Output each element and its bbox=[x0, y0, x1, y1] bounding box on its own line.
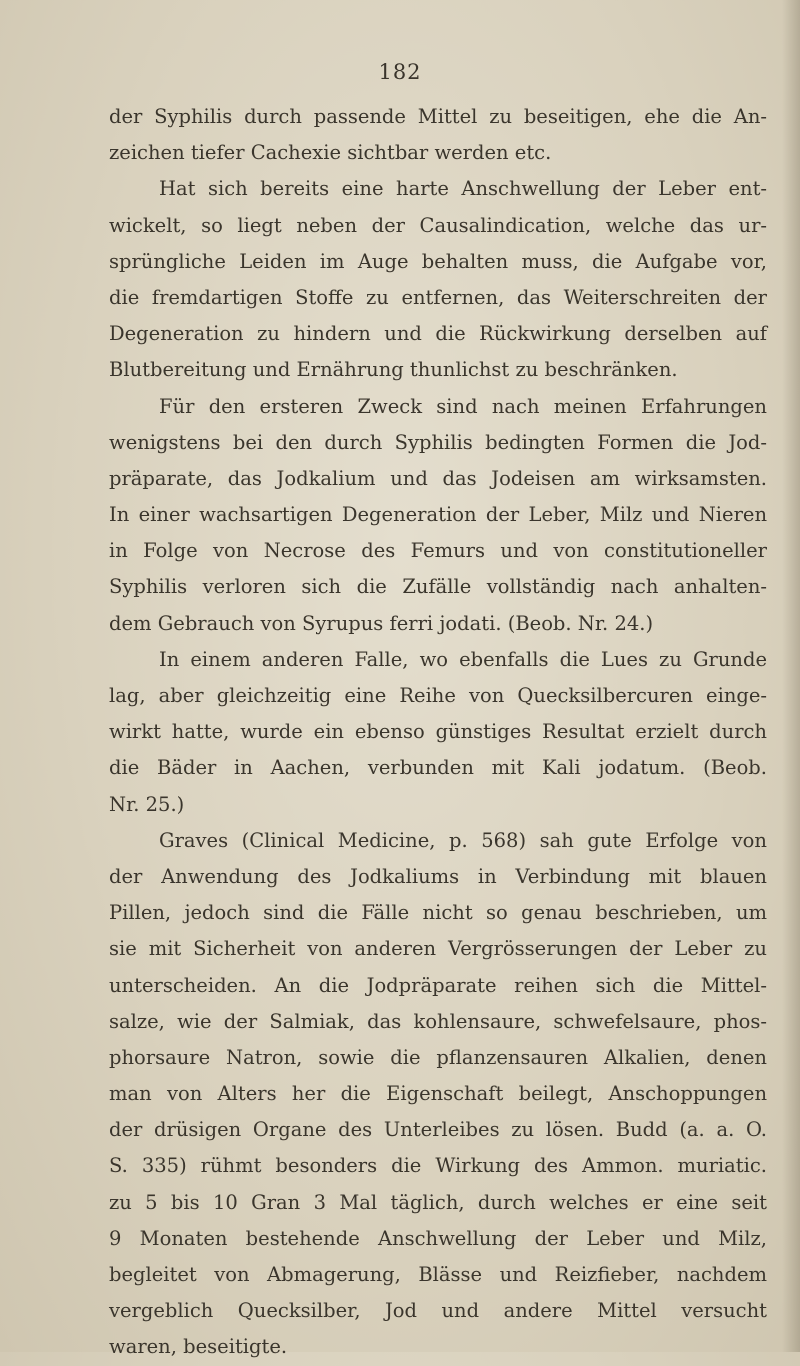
text-line: waren, beseitigte. bbox=[109, 1335, 288, 1359]
text-line: zu 5 bis 10 Gran 3 Mal täglich, durch welches er eine seit bbox=[109, 1190, 767, 1214]
text-line: lag, aber gleichzeitig eine Reihe von Quecksilbercuren einge- bbox=[109, 684, 767, 707]
text-line: begleitet von Abmagerung, Blässe und Reizfieber, nachdem bbox=[109, 1263, 767, 1286]
text-line: phorsaure Natron, sowie die pflanzensauren Alkalien, denen bbox=[109, 1045, 767, 1069]
text-line: Hat sich bereits eine harte Anschwellung der Leber ent- bbox=[159, 177, 767, 201]
text-line: Syphilis verloren sich die Zufälle vollständig nach anhalten- bbox=[109, 575, 767, 599]
text-line: In einem anderen Falle, wo ebenfalls die Lues zu Grunde bbox=[159, 647, 767, 671]
text-line: die fremdartigen Stoffe zu entfernen, das Weiterschreiten der bbox=[109, 285, 767, 309]
text-line: zeichen tiefer Cachexie sichtbar werden etc. bbox=[109, 141, 552, 165]
text-line: salze, wie der Salmiak, das kohlensaure, schwefelsaure, phos- bbox=[109, 1009, 767, 1033]
text-line: wickelt, so liegt neben der Causalindication, welche das ur- bbox=[109, 213, 767, 237]
text-line: der Syphilis durch passende Mittel zu beseitigen, ehe die An- bbox=[109, 105, 767, 128]
text-line: man von Alters her die Eigenschaft beilegt, Anschoppungen bbox=[109, 1082, 767, 1106]
text-line: der drüsigen Organe des Unterleibes zu lösen. Budd (a. a. O. bbox=[109, 1118, 767, 1142]
page-number: 182 bbox=[378, 60, 422, 84]
text-line: in Folge von Necrose des Femurs und von constitutioneller bbox=[109, 539, 767, 563]
text-line: Graves (Clinical Medicine, p. 568) sah gute Erfolge von bbox=[159, 828, 767, 852]
text-line: Degeneration zu hindern und die Rückwirkung derselben auf bbox=[109, 322, 767, 346]
text-line: vergeblich Quecksilber, Jod und andere Mittel versucht bbox=[109, 1299, 767, 1323]
text-line: In einer wachsartigen Degeneration der Leber, Milz und Nieren bbox=[109, 503, 767, 527]
text-line: wirkt hatte, wurde ein ebenso günstiges Resultat erzielt durch bbox=[109, 720, 767, 744]
text-line: Nr. 25.) bbox=[109, 792, 185, 816]
text-line: der Anwendung des Jodkaliums in Verbindung mit blauen bbox=[109, 864, 767, 888]
text-line: S. 335) rühmt besonders die Wirkung des Ammon. muriatic. bbox=[109, 1154, 767, 1178]
body-text bbox=[109, 99, 767, 1366]
page-edge-shadow bbox=[782, 0, 800, 1352]
text-line: unterscheiden. An die Jodpräparate reihen sich die Mittel- bbox=[109, 973, 767, 997]
text-line: wenigstens bei den durch Syphilis bedingten Formen die Jod- bbox=[109, 430, 767, 454]
text-line: sie mit Sicherheit von anderen Vergrösserungen der Leber zu bbox=[109, 937, 767, 961]
text-line: sprüngliche Leiden im Auge behalten muss, die Aufgabe vor, bbox=[109, 249, 767, 273]
text-line: Pillen, jedoch sind die Fälle nicht so genau beschrieben, um bbox=[109, 901, 767, 925]
text-line: präparate, das Jodkalium und das Jodeisen am wirksamsten. bbox=[109, 466, 767, 490]
text-line: Für den ersteren Zweck sind nach meinen Erfahrungen bbox=[159, 394, 767, 418]
text-line: die Bäder in Aachen, verbunden mit Kali jodatum. (Beob. bbox=[109, 756, 767, 780]
text-line: Blutbereitung und Ernährung thunlichst zu beschränken. bbox=[109, 358, 678, 382]
text-line: 9 Monaten bestehende Anschwellung der Leber und Milz, bbox=[109, 1226, 767, 1250]
text-line: dem Gebrauch von Syrupus ferri jodati. (Beob. Nr. 24.) bbox=[109, 611, 654, 635]
